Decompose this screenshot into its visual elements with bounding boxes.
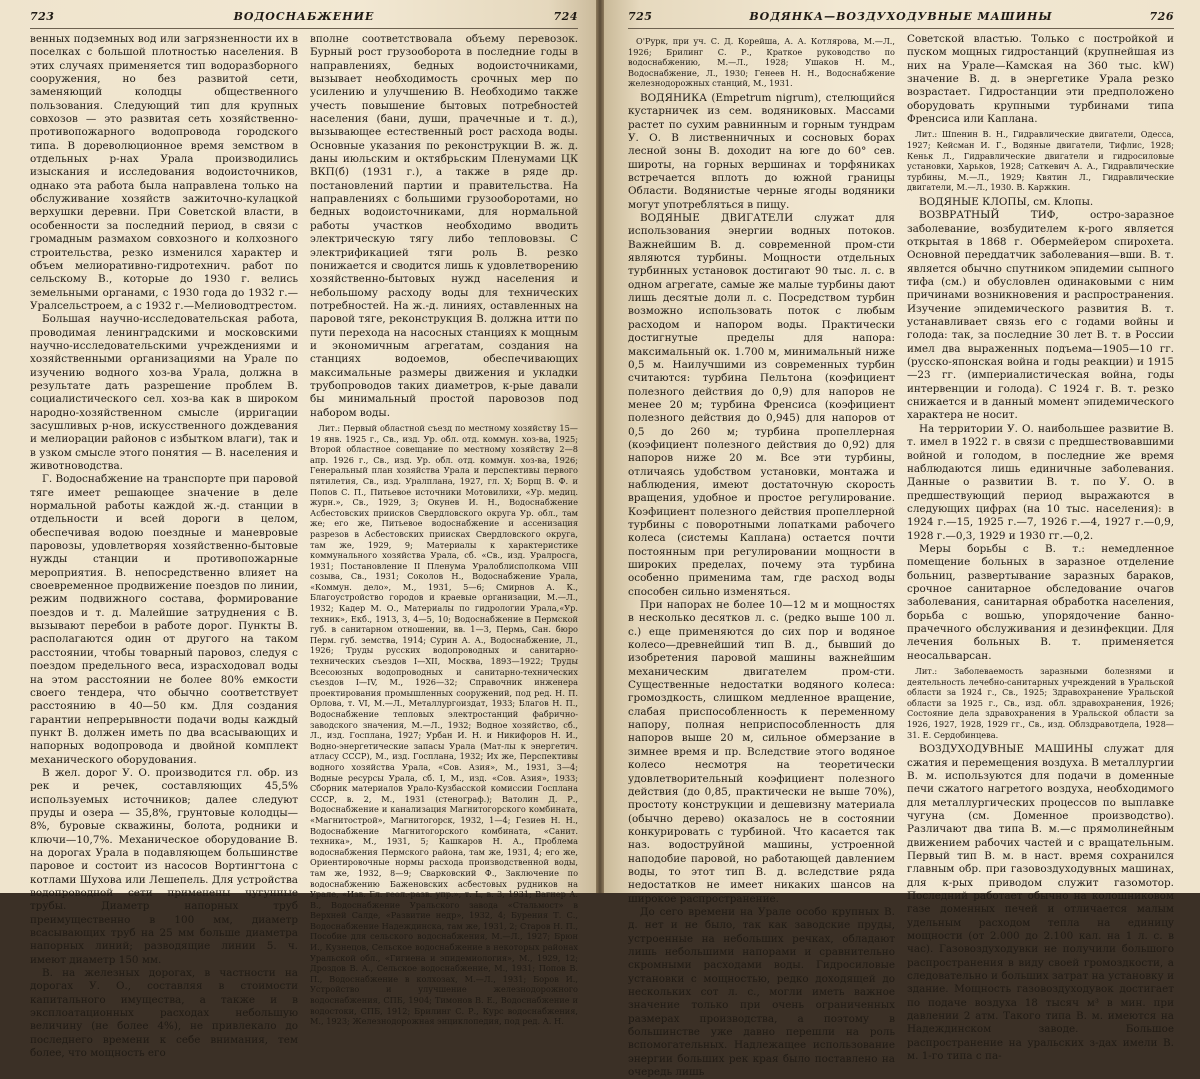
page-number: 724 xyxy=(553,10,578,23)
paragraph: венных подземных вод или загрязненности их в поселках с большой плотностью населения. В этих случаях применяется тип водоразборного сооружения, но без развитой сети, заменяющий колодцы общественного пользования. Следующий тип для крупных совхозов — это развитая сеть хозяйственно-противопожарного водопровода городского типа. В дореволюционное время земством в отдельных р-нах Урала производились изыскания и исследования водоисточников, однако эта работа была направлена только на обслуживание хозяйств зажиточно-кулацкой верхушки деревни. При Советской власти, в особенности за последний период, в связи с громадным размахом совхозного и колхозного строительства, резко изменился характер и объем мелиоративно-гидротехнич. работ по сельскому В., которые до 1930 г. велись земельными органами, с 1930 года до 1932 г.— Уралсельстроем, а с 1932 г.—Мелиоводтрестом. xyxy=(30,33,298,312)
literature-list: Лит.: Первый областной съезд по местному хозяйству 15—19 янв. 1925 г., Св., изд. Ур. обл. отд. коммун. хоз-ва, 1925; Второй областное совещание по местному хозяйству 2—8 апр. 1926 г., Св., изд. Ур. обл. отд. коммун. хоз-ва, 1926; Генеральный план хозяйства Урала и перспективы первого пятилетия, Св., изд. Уралплана, 1927, гл. X; Борщ В. Ф. и Попов С. П., Питьевое источники Мотовилихи, «Ур. медиц. журн.», Св., 1929, 3; Окунев И. Н., Водоснабжение Асбестовских приисков Свердловского округа Ур. обл., там же; его же, Питьевое водоснабжение и ассенизация разрезов в Асбестовских приисках Свердловского округа, там же, 1929, 9; Материалы к характеристике коммунального хозяйства Урала, сб. «Св., изд. Уралросга, 1931; Постановление II Пленума Уралоблисполкома VIII созыва, Св., 1931; Соколов Н., Водоснабжение Урала, «Коммун. дело», М., 1931, 5—6; Смирнов А. К., Благоустройство городов и краевые организации, М.—Л., 1932; Кадер М. О., Материалы по гидрологии Урала,«Ур. техник», Екб., 1913, 3, 4—5, 10; Водоснабжение в Пермской губ. в санитарном отношении, вв. 1—3, Пермь, Сан. бюро Перм. губ. земства, 1914; Сурин А. А., Водоснабжение, Л., 1926; Труды русских водопроводных и санитарно-технических съездов I—XII, Москва, 1893—1922; Труды Всесоюзных водопроводных и санитарно-технических съездов I—IV, М., 1926—32; Справочник инженера проектирования промышленных сооружений, под ред. Н. П. Орлова, т. VI, М.—Л., Металлургоиздат, 1933; Благов Н. П., Водоснабжение тепловых электростанций фабрично-заводского значения, М.—Л., 1932; Водное хозяйство, сб., Л., изд. Госплана, 1927; Урбан И. Н. и Никифоров Н. И., Водно-энергетические запасы Урала (Мат-лы к энергетич. атласу СССР), М., изд. Госплана, 1932; Их же, Перспективы водного хозяйства Урала, «Сов. Азия», М., 1931, 3—4; Водные ресурсы Урала, сб. I, М., изд. «Сов. Азия», 1933; Сборник материалов Урало-Кузбасской комиссии Госплана СССР, в. 2, М., 1931 (стенограф.); Ватолин Д. Р., Водоснабжение и канализация Магнитогорского комбината, «Магнитострой», Магнитогорск, 1932, 1—4; Гезиев Н. Н., Водоснабжение Магнитогорского комбината, «Санит. техника», М., 1931, 5; Кашкаров Н. А., Проблема водоснабжения Пермского района, там же, 1931, 4; его же, Ориентировочные нормы расхода производственной воды, там же, 1932, 8—9; Сварковский Ф., Заключение по водоснабжению Баженовских асбестовых рудников на Урале, «Изв. Гл. геол.-разв. упр.», т. L, в. 3, 1931; Вагнер А. В., Водоснабжение Уральского завода «Стальмост» в Верхней Салде, «Развитие недр», 1932, 4; Бурения Т. С., Водоснабжение Надеждинска, там же, 1931, 2; Старов Н. П., Пособие для сельского водоснабжения, М.—Л., 1927; Брюн И., Кузнецов, Сельское водоснабжение в некоторых районах Уральской обл., «Гигиена и эпидемиология», М., 1929, 12; Дроздов В. А., Сельское водоснабжение, М., 1931; Попов В. П., Водоснабжение в колхозах, М.—Л., 1931; Боров И., Устройство и улучшение железнодорожного водоснабжения, СПБ, 1904; Тимонов В. Е., Водоснабжение и водостоки, СПБ, 1912; Брилинг С. Р., Курс водоснабжения, М., 1923; Железнодорожная энциклопедия, под ред. А. Н. xyxy=(310,422,578,1027)
paragraph: До сего времени на Урале особо крупных В. д. нет и не было, так как заводские пруды, устроенные на небольших речках, обладают лишь небольшими напорами и сравнительно скромными расходами воды. Гидросиловые установки с мощностью, редко доходящей до нескольких сот л. с., могли иметь важное значение только при очень ограниченных размерах производства, а поэтому в большинстве уже давно перешли на роль вспомогательных. Надлежащее использование энергии больших рек края было поставлено на очередь лишь xyxy=(628,905,895,1079)
page-number: 725 xyxy=(628,10,653,23)
running-title: ВОДОСНАБЖЕНИЕ xyxy=(233,10,375,23)
article-vozdukhoduvnye-mashiny: ВОЗДУХОДУВНЫЕ МАШИНЫ служат для сжатия и перемещения воздуха. В металлургии В. м. используются для подачи в доменные печи сжатого нагретого воздуха, необходимого для металлургических процессов по выплавке чугуна (см. Доменное производство). Различают два типа В. м.—с прямолинейным движением рабочих частей и с вращательным. Первый тип В. м. в наст. время сохранился главным обр. при газовоздуходувных машинах, для к-рых приводом служит газомотор. Последний работает обычно на колошниковом газе доменных печей и отличается малым удельным расходом тепла на единицу мощности (от 2.000 до 2.100 кал. на 1 л. с. в час). Газовоздуходувки не получили большого распространения в виду своей громоздкости, а следовательно и больших затрат на установку и здание. Мощность газовоздуходувок достигает по подаче воздуха 18 тысяч м³ в мин. при давлении 2 атм. Такого типа В. м. имеются на Надеждинском заводе. Большое распространение на уральских з-дах имели В. м. 1-го типа с па- xyxy=(907,743,1174,1063)
article-vozvratny-tif: ВОЗВРАТНЫЙ ТИФ, остро-заразное заболевание, возбудителем к-рого является открытая в 1868 г. Обермейером спирохета. Основной переддатчик заболевания—вши. В. т. является обычно спутником эпидемии сыпного тифа (см.) и обусловлен одинаковыми с ним причинами возникновения и распространения. Изучение эпидемического развития В. т. устанавливает связь его с годами войны и голода: так, за последние 30 лет В. т. в России имел два выраженных подъема—1905—10 гг. (русско-японская война и годы реакции) и 1915—23 гг. (империалистическая война, годы интервенции и голода). С 1924 г. В. т. резко снижается и в данный момент эпидемического характера не носит. xyxy=(907,209,1174,422)
left-page-column-1 xyxy=(30,33,298,1060)
paragraph: вполне соответствовала объему перевозок. Бурный рост грузооборота в последние годы в направлениях, бедных водоисточниками, вызывает необходимость срочных мер по усилению и улучшению В. Необходимо также учесть повышение бытовых потребностей населения (бани, души, прачечные и т. д.), вызывающее естественный рост расхода воды. Основные указания по реконструкции В. ж. д. даны июльским и октябрьским Пленумами ЦК ВКП(б) (1931 г.), а также в ряде др. постановлений партии и правительства. На направлениях с большими грузооборотами, но бедных водоисточниками, для нормальной работы участков необходимо вводить электрическую тягу либо теплововзы. С электрификацией тяги роль В. резко понижается и сводится лишь к удовлетворению хозяйственно-бытовых нужд населения и небольшому расходу воды для технических потребностей. На ж.-д. линиях, оставленных на паровой тяге, реконструкция В. должна итти по пути перехода на насосных станциях к мощным и экономичным агрегатам, создания на станциях водоемов, обеспечивающих максимальные размеры движения и укладки трубопроводов таких диаметров, к-рые давали бы минимальный простой паровозов под набором воды. xyxy=(310,33,578,419)
left-page-header xyxy=(30,10,578,29)
literature-list: Лит.: Шпенин В. Н., Гидравлические двигатели, Одесса, 1927; Кейсман И. Г., Водяные двигатели, Тифлис, 1928; Кеньк Л., Гидравлические двигатели и гидросиловые установки, Харьков, 1928; Саткевич А. А., Гидравлические турбины, М.—Л., 1929; Квятин Л., Гидравлические двигатели, М.—Л., 1930. В. Каржкин. xyxy=(907,129,1174,193)
page-number: 723 xyxy=(30,10,55,23)
article-vodyanika: ВОДЯНИКА (Empetrum nigrum), стелющийся кустарничек из сем. водяниковых. Массами растет по сухим равнинным и горным тундрам У. О. В лиственничных и сосновых борах лесной зоны В. доходит на юге до 60° сев. широты, на горных вершинах и торфяниках встречается вплоть до южной границы Области. Водянистые черные ягоды водяники могут употребляться в пищу. xyxy=(628,91,895,211)
article-vodyanye-klopy: ВОДЯНЫЕ КЛОПЫ, см. Клопы. xyxy=(919,195,1094,208)
paragraph: В жел. дорог У. О. производится гл. обр. из рек и речек, составляющих 45,5% используемых источников; далее следуют пруды и озера — 35,8%, грунтовые колодцы—8%, буровые скважины, болота, родники и ключи—10,7%. Механическое оборудование В. на дорогах Урала в подавляющем большинстве паровое и состоит из насосов Вортингтона с котлами Шухова или Лешепель. Для устройства водопроводной сети применены чугунные трубы. Диаметр напорных труб преимущественно в 100 мм, диаметр всасывающих труб на 25 мм больше диаметра напорных линий; разводящие линии 5. ч. имеют диаметр 150 мм. xyxy=(30,766,298,966)
paragraph: Советской властью. Только с постройкой и пуском мощных гидростанций (крупнейшая из них на Урале—Камская на 360 тыс. kW) значение В. д. в энергетике Урала резко возрастает. Гидростанции эти предположено оборудовать крупными турбинами типа Френсиса или Каплана. xyxy=(907,33,1174,126)
right-page-column-2 xyxy=(907,33,1174,1063)
paragraph: Большая научно-исследовательская работа, проводимая ленинградскими и московскими научно-исследовательскими учреждениями и хозяйственными организациями на Урале по изучению водного хоз-ва Урала, должна в результате дать разрешение проблем В. социалистического сел. хоз-ва как в широком народно-хозяйственном смысле (ирригации засушливых р-нов, искусственного дождевания и мелиорации районов с избытком влаги), так и в узком смысле этого понятия — В. населения и животноводства. xyxy=(30,313,298,472)
left-page xyxy=(0,0,596,1060)
paragraph: Меры борьбы с В. т.: немедленное помещение больных в заразное отделение больниц, развертывание заразных бараков, срочное санитарное обследование очагов заболевания, санитарная обработка населения, борьба с вошью, упорядочение банно-прачечного обслуживания и дезинфекции. Для лечения больных В. т. применяется неосальварсан. xyxy=(907,542,1174,662)
paragraph: В. на железных дорогах, в частности на дорогах У. О., составляя в стоимости капитального имущества, а также и в эксплоатационных расходах небольшую величину (не более 4%), не привлекало до последнего времени к себе внимания, тем более, что мощность его xyxy=(30,967,298,1060)
left-page-column-2 xyxy=(310,33,578,1027)
paragraph: При напорах не более 10—12 м и мощностях в несколько десятков л. с. (редко выше 100 л. с.) еще применяются до сих пор и водяное колесо—древнейший тип В. д., бывший до изобретения паровой машины важнейшим механическим двигателем пром-сти. Существенные недостатки водяного колеса: громоздкость, слишком медленное вращение, слабая приспособленность к переменному напору, полная неприспособленность для напоров выше 20 м, сильное обмерзание в зимнее время и пр. Вследствие этого водяное колесо несмотря на теоретически удовлетворительный коэфициент полезного действия (до 0,85, практически не выше 70%), простоту конструкции и дешевизну материала (обычно дерево) оказалось не в состоянии конкурировать с турбиной. Что касается так наз. водоструйной машины, устроенной наподобие паровой, но работающей давлением воды, то этот тип В. д. вследствие ряда недостатков не имеет никаких шансов на широкое распространение. xyxy=(628,599,895,905)
literature-list: О'Рурк, при уч. С. Д. Корейша, А. А. Котлярова, М.—Л., 1926; Брилинг С. Р., Краткое руководство по водоснабжению, М.—Л., 1928; Ушаков Н. М., Водоснабжение, Л., 1930; Генеев Н. Н., Водоснабжение железнодорожных станций, М., 1931. xyxy=(628,36,895,89)
right-page-header xyxy=(628,10,1174,29)
book-gutter xyxy=(596,0,604,893)
running-title: ВОДЯНКА—ВОЗДУХОДУВНЫЕ МАШИНЫ xyxy=(749,10,1053,23)
article-vodyanye-dvigateli: ВОДЯНЫЕ ДВИГАТЕЛИ служат для использования энергии водных потоков. Важнейшим В. д. современной пром-сти являются турбины. Мощности отдельных турбинных установок достигают 90 тыс. л. с. в одном агрегате, самые же малые турбины дают лишь десятые доли л. с. Посредством турбин возможно использовать поток с любым расходом и напором воды. Практически достигнутые пределы для напора: максимальный ок. 1.700 м, минимальный ниже 0,5 м. Наилучшими из современных турбин считаются: турбина Пельтона (коэфициент полезного действия до 0,9) для напоров не менее 20 м; турбина Френсиса (коэфициент полезного действия до 0,945) для напоров от 0,5 до 260 м; турбина пропеллерная (коэфициент полезного действия до 0,92) для напоров ниже 20 м. Все эти турбины, отличаясь удобством установки, монтажа и наблюдения, имеют достаточную скорость вращения, удобное и простое регулирование. Коэфициент полезного действия пропеллерной турбины с поворотными лопатками рабочего колеса (системы Каплана) остается почти постоянным при регулировании мощности в широких пределах, почему эта турбина особенно применима там, где расход воды способен сильно изменяться. xyxy=(628,212,895,598)
page-number: 726 xyxy=(1149,10,1174,23)
paragraph: На территории У. О. наибольшее развитие В. т. имел в 1922 г. в связи с предшествовавшими войной и голодом, в последние же время наблюдаются лишь единичные заболевания. Данные о развитии В. т. по У. О. в предшествующий период выражаются в следующих цифрах (на 10 тыс. населения): в 1924 г.—15, 1925 г.—7, 1926 г.—4, 1927 г.—0,9, 1928 г.—0,3, 1929 и 1930 гг.—0,2. xyxy=(907,422,1174,542)
paragraph: Г. Водоснабжение на транспорте при паровой тяге имеет решающее значение в деле нормальной работы каждой ж.-д. станции в отдельности и всей дороги в целом, обеспечивая водою поездные и маневровые паровозы, удовлетворяя хозяйственно-бытовые нужды станции и противопожарные мероприятия. В. непосредственно влияет на своевременное продвижение поездов по линии, режим подвижного состава, формирование поездов и т. д. Малейшие затруднения с В. вызывают перебои в работе дорог. Пункты В. располагаются один от другого на таком расстоянии, чтобы товарный паровоз, следуя с поездом предельного веса, израсходовал воды на этом расстоянии не более 80% емкости своего тендера, что обычно соответствует расстоянию в 40—50 км. Для создания гарантии непрерывности подачи воды каждый пункт В. должен иметь по два всасывающих и напорных водопровода и двойной комплект механического оборудования. xyxy=(30,473,298,766)
right-page xyxy=(604,0,1200,1079)
literature-list: Лит.: Заболеваемость заразными болезнями и деятельность лечебно-санитарных учреждений в Уральской области за 1924 г., Св., 1925; Здравохранение Уральской области за 1925 г., Св., изд. обл. здравохранения, 1926; Состояние дела здравохранения в Уральской области за 1926, 1927, 1928, 1929 гг., Св., изд. Облздравотдела, 1928—31. Е. Сердобинцева. xyxy=(907,666,1174,740)
right-page-column-1 xyxy=(628,33,895,1079)
